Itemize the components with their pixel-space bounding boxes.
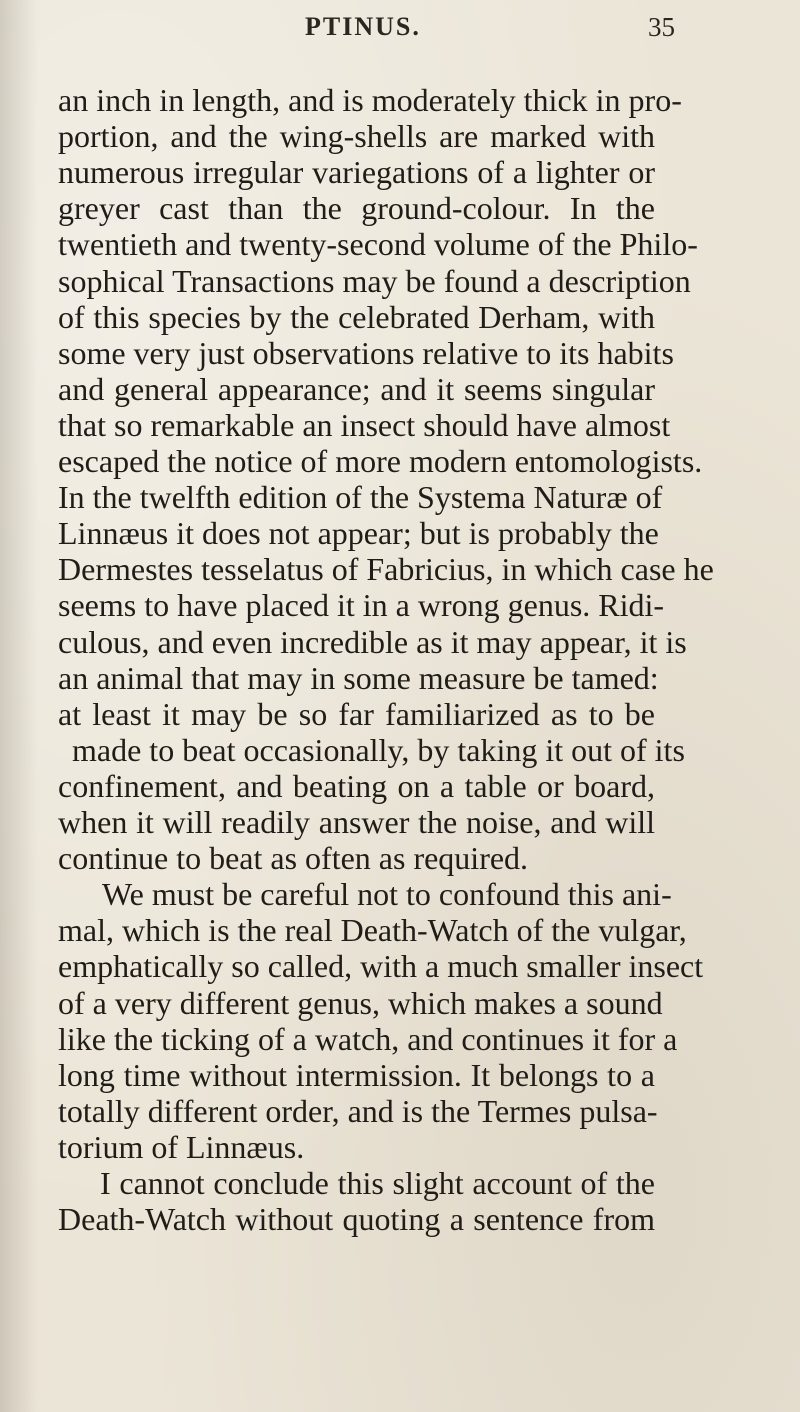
text-line: some very just observations relative to its habits [58, 334, 674, 371]
text-line: Linnæus it does not appear; but is probably the [58, 515, 659, 552]
running-head: PTINUS. [305, 12, 421, 41]
text-line: an animal that may in some measure be tamed: [58, 659, 659, 696]
text-line: numerous irregular variegations of a lighter or [58, 154, 655, 191]
text-line: of this species by the celebrated Derham, with [58, 298, 655, 335]
text-line: and general appearance; and it seems singular [58, 370, 655, 407]
text-line: escaped the notice of more modern entomologists. [58, 443, 703, 479]
text-line: In the twelfth edition of the Systema Naturæ of [58, 479, 663, 516]
text-line: of a very different genus, which makes a sound [58, 984, 663, 1021]
text-line: I cannot conclude this slight account of the [100, 1165, 655, 1201]
page-header [245, 12, 675, 48]
text-line: Dermestes tesselatus of Fabricius, in which case he [58, 551, 714, 588]
text-line: seems to have placed it in a wrong genus. Ridi- [58, 587, 665, 624]
page-number: 35 [648, 12, 675, 42]
gutter-shadow [0, 0, 38, 1412]
text-line: Death-Watch without quoting a sentence from [58, 1201, 655, 1238]
text-line: long time without intermission. It belongs to a [58, 1056, 655, 1093]
text-line: culous, and even incredible as it may appear, it is [58, 623, 687, 660]
text-line: made to beat occasionally, by taking it out of its [72, 731, 685, 768]
text-line: like the ticking of a watch, and continues it for a [58, 1020, 678, 1057]
text-line: torium of Linnæus. [58, 1128, 305, 1165]
text-line: when it will readily answer the noise, and will [58, 804, 655, 840]
text-line: totally different order, and is the Termes pulsa- [58, 1092, 658, 1129]
text-line: mal, which is the real Death-Watch of the vulgar, [58, 912, 687, 949]
text-line: emphatically so called, with a much smaller insect [58, 948, 704, 985]
text-line: confinement, and beating on a table or board, [58, 767, 655, 804]
text-line: We must be careful not to confound this ani- [102, 876, 672, 913]
text-line: twentieth and twenty-second volume of the Philo- [58, 226, 698, 263]
text-line: portion, and the wing-shells are marked with [58, 118, 655, 155]
text-line: at least it may be so far familiarized as to be [58, 695, 655, 732]
text-line: that so remarkable an insect should have almost [58, 406, 671, 443]
text-line: an inch in length, and is moderately thick in pro- [58, 82, 682, 118]
text-line: continue to beat as often as required. [58, 840, 529, 877]
text-line: greyer cast than the ground-colour. In the [58, 190, 655, 227]
text-line: sophical Transactions may be found a description [58, 262, 691, 299]
